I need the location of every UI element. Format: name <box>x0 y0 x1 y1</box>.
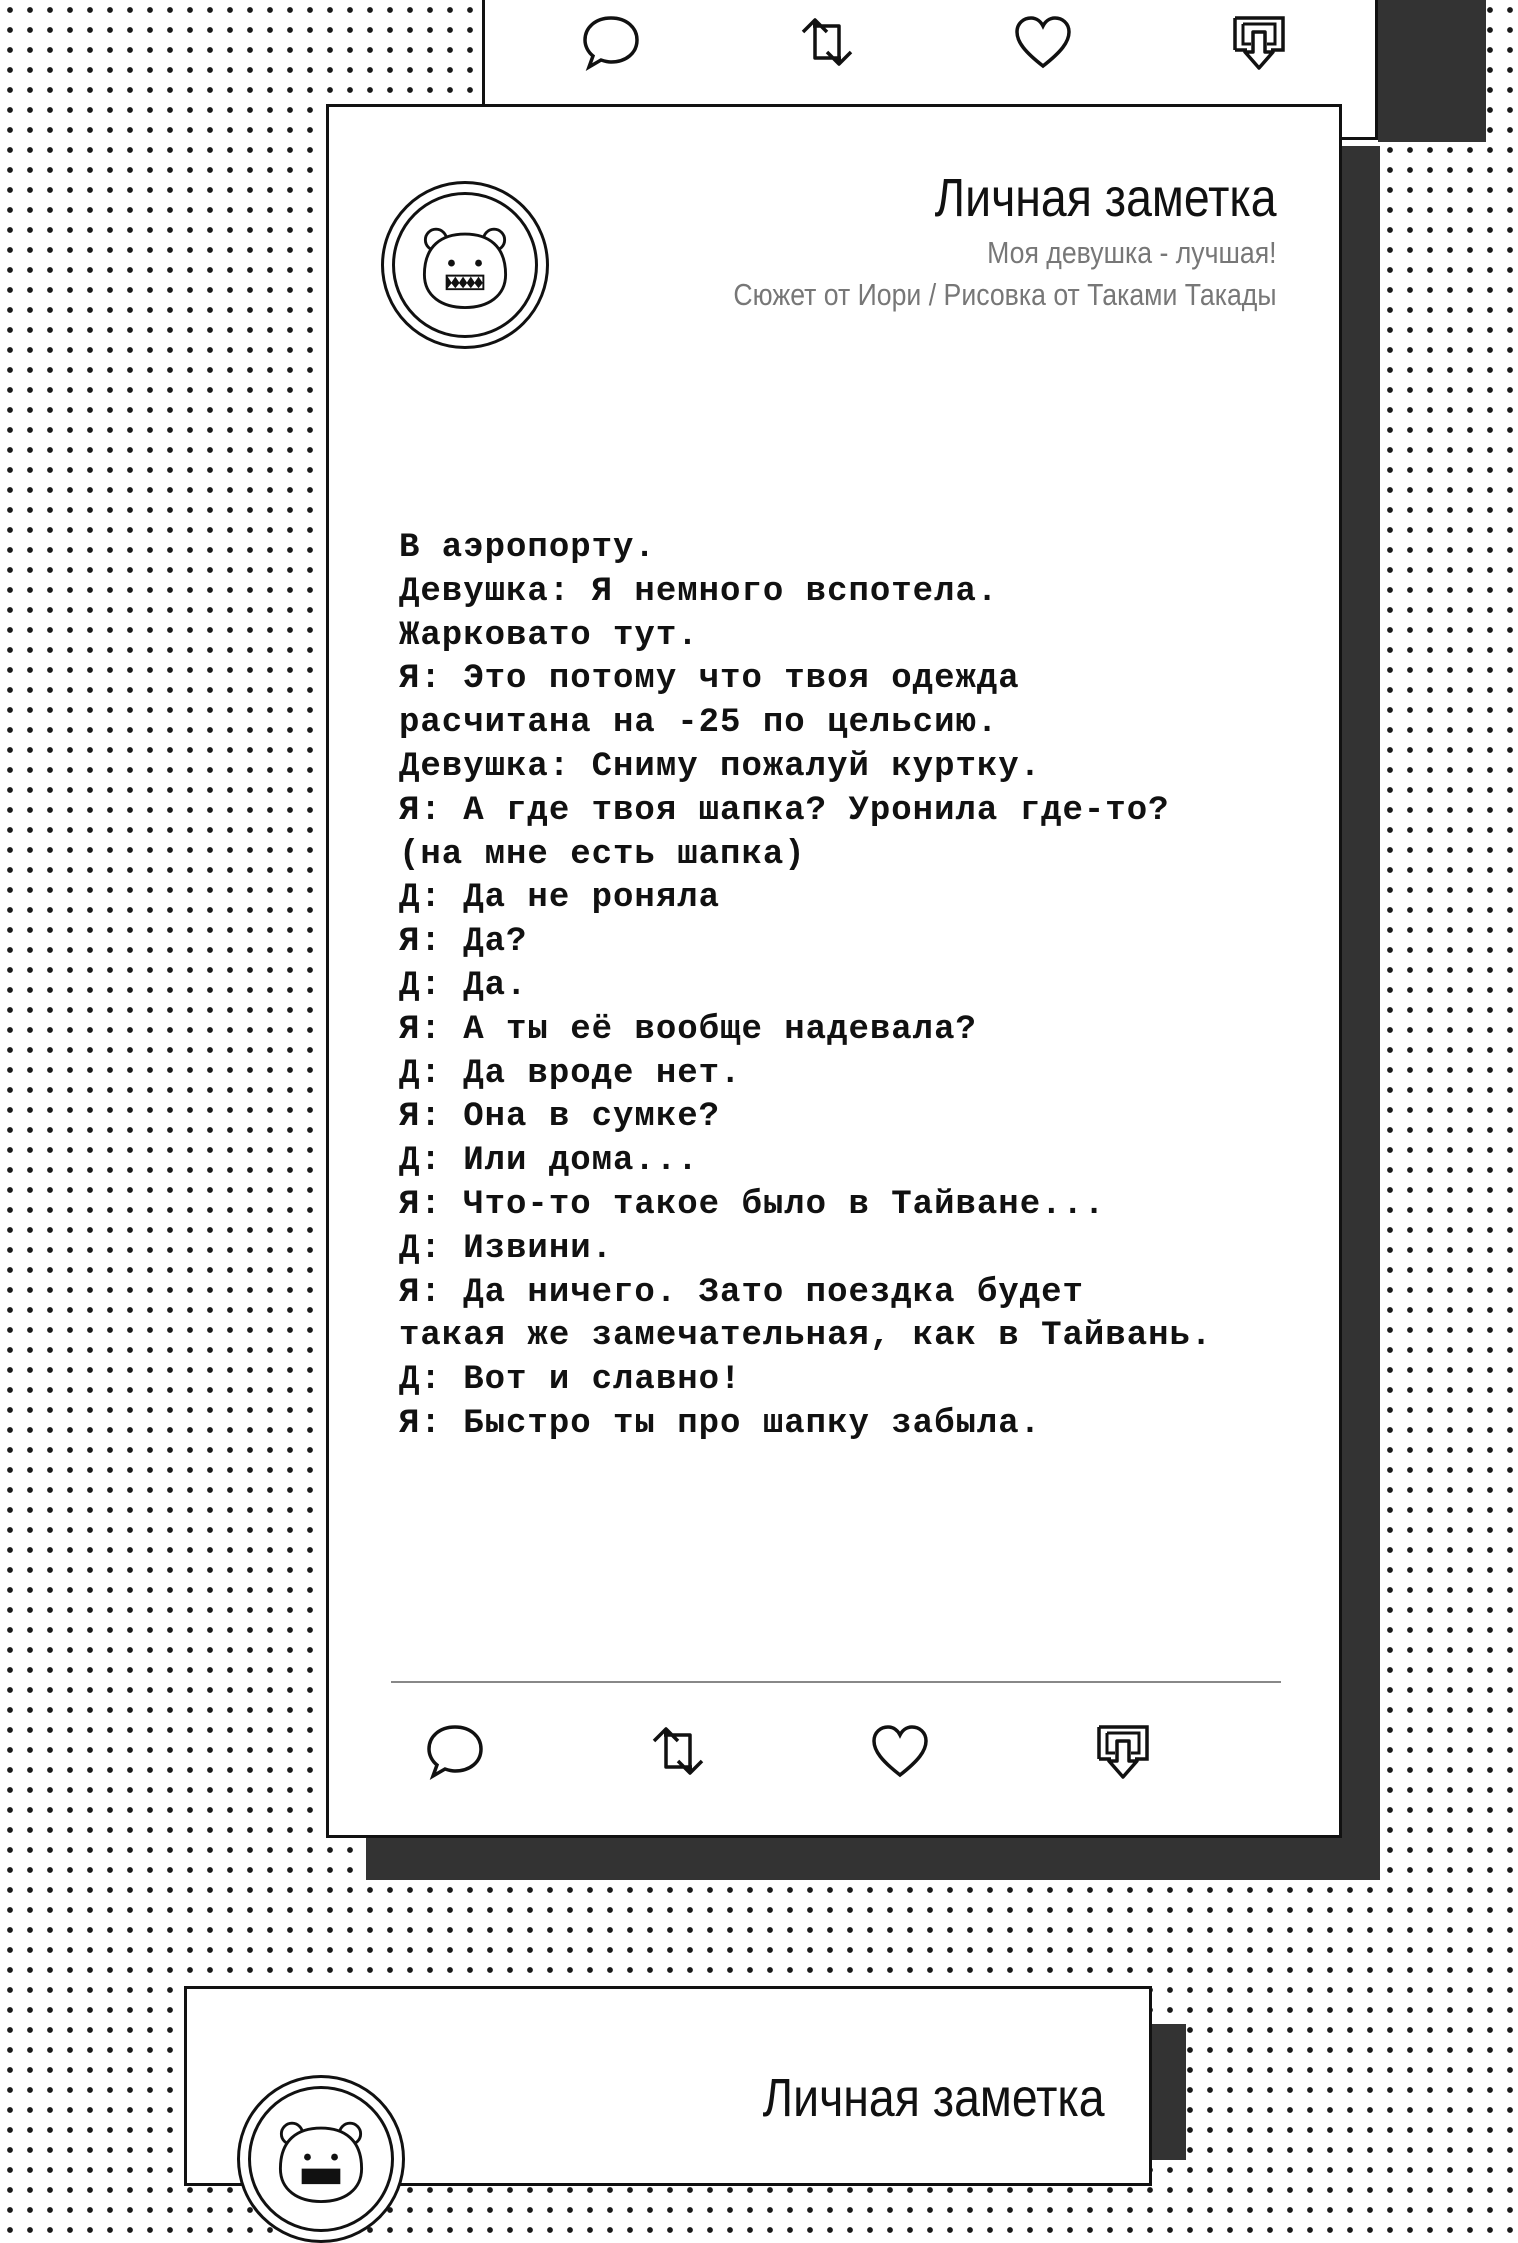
comment-icon <box>423 1719 487 1783</box>
heart-icon <box>1011 10 1075 74</box>
post-body-line: расчитана на -25 по цельсию. <box>399 704 999 743</box>
post-body-line: Я: А где твоя шапка? Уронила где-то? <box>399 791 1170 830</box>
share-icon <box>1091 1719 1155 1783</box>
post-body-line: Девушка: Я немного вспотела. <box>399 572 999 611</box>
like-button[interactable] <box>1007 6 1079 78</box>
main-post-card <box>326 104 1342 1838</box>
post-subtitle: Моя девушка - лучшая! <box>987 235 1277 270</box>
post-body-line: Я: Что-то такое было в Тайване... <box>399 1185 1106 1224</box>
share-icon <box>1227 10 1291 74</box>
post-body-line: такая же замечательная, как в Тайвань. <box>399 1317 1213 1356</box>
post-body-line: В аэропорту. <box>399 529 656 567</box>
post-body-line: Я: Это потому что твоя одежда <box>399 660 1020 699</box>
repost-icon <box>795 10 859 74</box>
post-body-line: Д: Или дома... <box>399 1142 699 1181</box>
post-body-line: Я: Да? <box>399 923 528 962</box>
post-divider <box>391 1681 1281 1683</box>
post-body-line: Д: Извини. <box>399 1229 614 1268</box>
bear-avatar-icon <box>263 2101 379 2217</box>
next-post-card <box>184 1986 1152 2186</box>
share-button[interactable] <box>1087 1715 1159 1787</box>
post-title: Личная заметка <box>935 168 1277 228</box>
author-avatar[interactable] <box>381 181 549 349</box>
repost-button[interactable] <box>791 6 863 78</box>
post-body-line: Девушка: Сниму пожалуй куртку. <box>399 747 1042 786</box>
previous-post-actions <box>575 6 1295 78</box>
like-button[interactable] <box>864 1715 936 1787</box>
previous-post-shadow <box>1378 0 1486 142</box>
next-post-shadow <box>1152 2024 1186 2160</box>
avatar-inner-ring <box>248 2086 394 2232</box>
next-post-avatar[interactable] <box>237 2075 405 2243</box>
comment-icon <box>579 10 643 74</box>
post-body-line: Д: Да вроде нет. <box>399 1054 742 1093</box>
post-body-line: Д: Вот и славно! <box>399 1361 742 1400</box>
post-body-line: (на мне есть шапка) <box>399 835 806 874</box>
bear-avatar-icon <box>407 207 523 323</box>
post-credits: Сюжет от Иори / Рисовка от Таками Такады <box>733 277 1277 312</box>
next-post-title: Личная заметка <box>763 2068 1105 2128</box>
post-body-line: Я: Да ничего. Зато поездка будет <box>399 1273 1084 1312</box>
heart-icon <box>868 1719 932 1783</box>
post-actions <box>419 1715 1159 1787</box>
repost-button[interactable] <box>642 1715 714 1787</box>
post-body-line: Я: А ты её вообще надевала? <box>399 1010 977 1049</box>
post-body-line: Жарковато тут. <box>399 616 699 655</box>
post-body-line: Д: Да не роняла <box>399 879 721 918</box>
comment-button[interactable] <box>419 1715 491 1787</box>
post-body-line: Я: Она в сумке? <box>399 1098 721 1137</box>
avatar-inner-ring <box>392 192 538 338</box>
post-body-line: Я: Быстро ты про шапку забыла. <box>399 1404 1042 1443</box>
comment-button[interactable] <box>575 6 647 78</box>
post-body <box>399 527 1212 1447</box>
repost-icon <box>646 1719 710 1783</box>
post-body-line: Д: Да. <box>399 966 528 1005</box>
share-button[interactable] <box>1223 6 1295 78</box>
